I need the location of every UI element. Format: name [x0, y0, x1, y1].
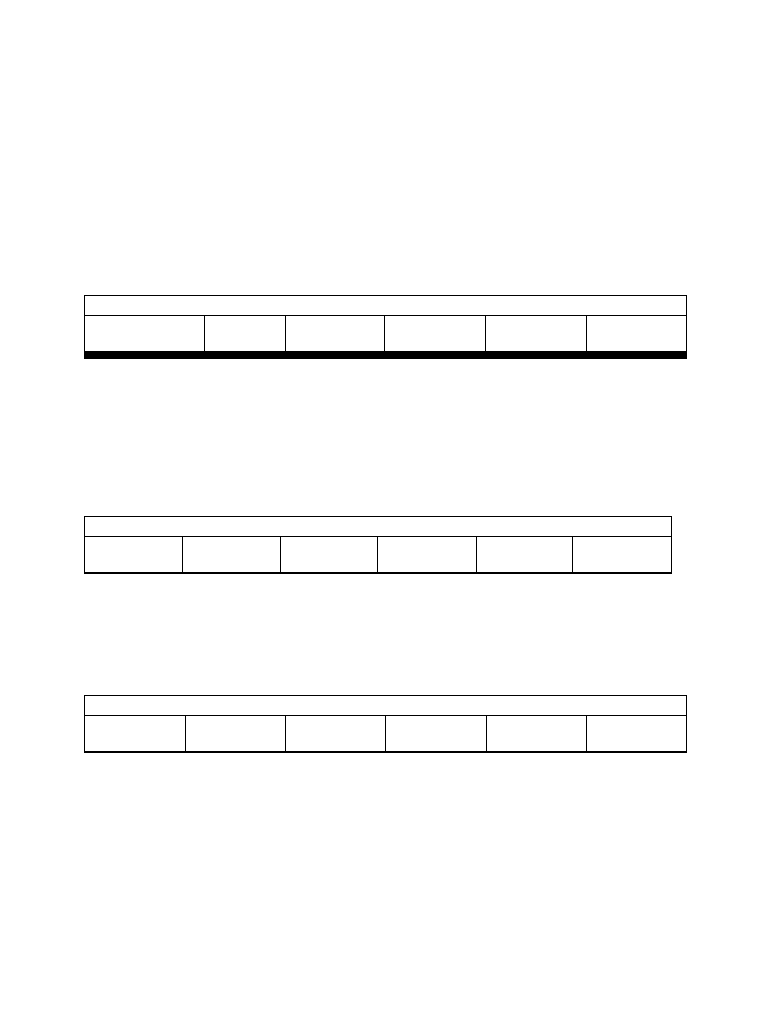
subtotal-row [85, 573, 672, 574]
column-header [486, 316, 587, 352]
table-caption [85, 696, 687, 716]
column-header [281, 537, 378, 573]
column-header [85, 537, 183, 573]
column-header [378, 537, 477, 573]
subtotal-value [573, 573, 672, 574]
column-header [587, 316, 687, 352]
column-header [587, 716, 687, 752]
column-header [85, 316, 205, 352]
table-caption [85, 517, 672, 537]
subtotal-spacer [183, 573, 573, 574]
column-header [85, 716, 186, 752]
column-header [186, 716, 286, 752]
subtotal-spacer [205, 358, 587, 359]
column-header [286, 316, 385, 352]
subtotal-spacer [186, 752, 587, 753]
table-beton-proprete [84, 516, 672, 574]
subtotal-row [85, 358, 687, 359]
table-caption [85, 296, 687, 316]
subtotal-value [587, 358, 687, 359]
column-header [386, 716, 487, 752]
column-header [477, 537, 573, 573]
subtotal-label [85, 573, 183, 574]
subtotal-value [587, 752, 687, 753]
table-header-row [85, 537, 672, 573]
subtotal-label [85, 358, 205, 359]
column-header [573, 537, 672, 573]
column-header [385, 316, 486, 352]
table-placement-semelles [84, 695, 687, 753]
subtotal-label [85, 752, 186, 753]
table-implantions [84, 295, 687, 359]
column-header [205, 316, 286, 352]
table-header-row [85, 316, 687, 352]
subtotal-row [85, 752, 687, 753]
column-header [286, 716, 386, 752]
table-header-row [85, 716, 687, 752]
column-header [487, 716, 587, 752]
column-header [183, 537, 281, 573]
